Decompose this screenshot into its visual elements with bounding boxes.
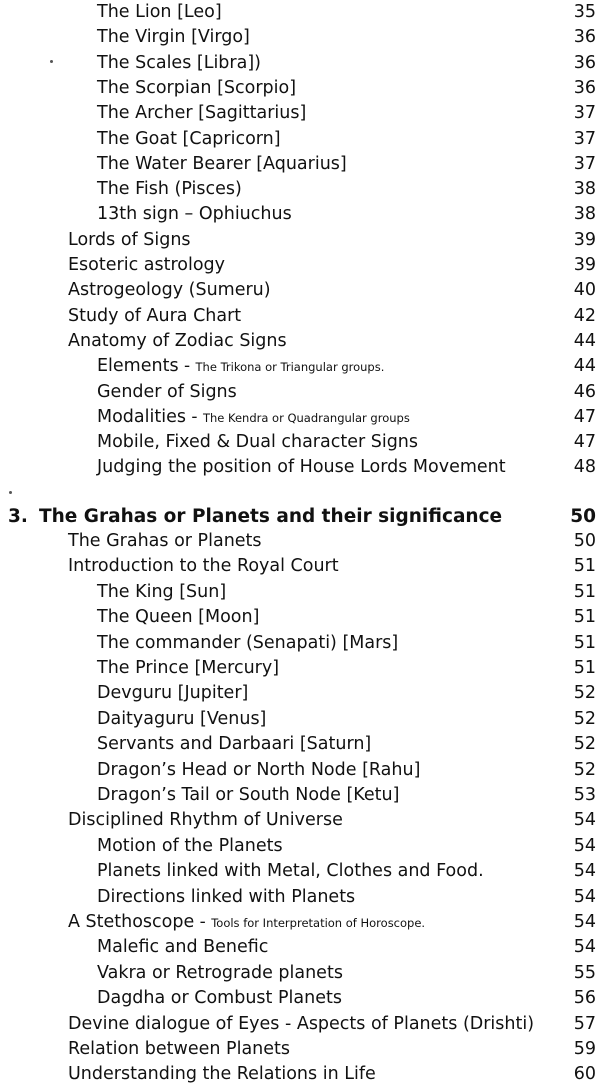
entry-title-text: Daityaguru [Venus] (97, 709, 267, 729)
toc-entry-title (97, 455, 506, 480)
entry-title-text: Mobile, Fixed & Dual character Signs (97, 432, 419, 452)
toc-entry-title (97, 935, 268, 960)
entry-title-text: 13th sign – Ophiuchus (97, 204, 292, 224)
toc-entry[interactable] (97, 380, 596, 405)
page-number: 36 (573, 27, 596, 47)
toc-entry-title (97, 380, 237, 405)
toc-entry-title (97, 405, 410, 431)
page-number: 42 (573, 306, 596, 326)
toc-entry[interactable] (68, 1062, 596, 1087)
toc-entry-title (97, 834, 283, 859)
page-number: 52 (573, 760, 596, 780)
toc-entry[interactable] (68, 329, 596, 354)
toc-entry[interactable] (68, 529, 596, 554)
speck-mark (9, 491, 12, 494)
toc-entry-title (97, 961, 343, 986)
entry-title-text: The Archer [Sagittarius] (97, 103, 307, 123)
entry-title-text: Devine dialogue of Eyes - Aspects of Planets (Drishti) (68, 1014, 535, 1034)
entry-title-text: Introduction to the Royal Court (68, 556, 339, 576)
page-number: 37 (573, 103, 596, 123)
toc-entry-title (97, 152, 347, 177)
toc-entry-title (97, 732, 371, 757)
toc-entry[interactable] (97, 455, 596, 480)
page-number: 55 (573, 963, 596, 983)
toc-entry[interactable] (97, 430, 596, 455)
toc-entry-title (68, 1062, 376, 1087)
toc-entry[interactable] (97, 405, 596, 430)
page-number: 59 (573, 1039, 596, 1059)
page-number: 47 (573, 432, 596, 452)
page-number: 51 (573, 633, 596, 653)
entry-title-text: Gender of Signs (97, 382, 237, 402)
toc-entry-title (97, 25, 250, 50)
page-number: 54 (573, 937, 596, 957)
entry-title-text: The Fish (Pisces) (97, 179, 242, 199)
toc-entry-title (97, 101, 306, 126)
toc-entry[interactable] (97, 859, 596, 884)
entry-title-text: The Goat [Capricorn] (97, 129, 281, 149)
toc-entry[interactable] (68, 910, 596, 935)
toc-entry-title (97, 859, 484, 884)
entry-title-text: The Scorpian [Scorpio] (97, 78, 297, 98)
toc-entry[interactable] (97, 961, 596, 986)
entry-title-text: The Grahas or Planets (68, 531, 262, 551)
page-number: 51 (573, 582, 596, 602)
toc-entry[interactable] (97, 25, 596, 50)
toc-entry[interactable] (97, 885, 596, 910)
toc-entry[interactable] (97, 127, 596, 152)
toc-entry[interactable] (97, 580, 596, 605)
toc-entry[interactable] (68, 808, 596, 833)
toc-entry[interactable] (97, 0, 596, 25)
entry-title-text: The commander (Senapati) [Mars] (97, 633, 399, 653)
page-number: 54 (573, 810, 596, 830)
entry-title-text: Servants and Darbaari [Saturn] (97, 734, 372, 754)
page-number: 54 (573, 912, 596, 932)
toc-entry-title (97, 580, 226, 605)
entry-title-text: Dagdha or Combust Planets (97, 988, 342, 1008)
page-number: 50 (573, 531, 596, 551)
toc-entry-title (97, 885, 355, 910)
entry-title-text: The Water Bearer [Aquarius] (97, 154, 347, 174)
entry-title-text: Dragon’s Head or North Node [Rahu] (97, 760, 421, 780)
toc-entry[interactable] (97, 101, 596, 126)
page-number: 36 (573, 78, 596, 98)
toc-entry[interactable] (97, 656, 596, 681)
entry-title-text: A Stethoscope (68, 912, 195, 932)
page-number: 44 (573, 331, 596, 351)
toc-entry-title (68, 253, 225, 278)
entry-title-text: The Queen [Moon] (97, 607, 260, 627)
entry-subtitle: The Kendra or Quadrangular groups (202, 411, 410, 425)
entry-title-text: Judging the position of House Lords Movement (97, 457, 506, 477)
entry-title-text: Malefic and Benefic (97, 937, 269, 957)
entry-title-text: Vakra or Retrograde planets (97, 963, 343, 983)
entry-title-text: Study of Aura Chart (68, 306, 242, 326)
toc-entry-title (97, 0, 222, 25)
toc-entry[interactable] (97, 681, 596, 706)
page-number: 52 (573, 709, 596, 729)
page-number: 52 (573, 734, 596, 754)
page-number: 47 (573, 407, 596, 427)
page-number: 37 (573, 154, 596, 174)
toc-entry-title (97, 354, 384, 380)
toc-entry-title (97, 76, 296, 101)
entry-title-text: Lords of Signs (68, 230, 191, 250)
page-number: 51 (573, 556, 596, 576)
chapter-title: The Grahas or Planets and their significance (39, 506, 503, 527)
page-number: 53 (573, 785, 596, 805)
toc-entry-title (68, 1037, 290, 1062)
page-number: 54 (573, 861, 596, 881)
page-number: 39 (573, 230, 596, 250)
toc-entry-title (97, 177, 242, 202)
toc-entry-title (68, 808, 343, 833)
toc-entry[interactable] (97, 177, 596, 202)
subtitle-separator: - (185, 407, 203, 427)
toc-entry[interactable] (97, 732, 596, 757)
page-number: 52 (573, 683, 596, 703)
page-number: 51 (573, 607, 596, 627)
toc-entry-title (68, 910, 425, 936)
toc-entry-title (97, 127, 281, 152)
entry-title-text: Modalities (97, 407, 186, 427)
toc-entry-title (68, 554, 339, 579)
toc-entry[interactable] (97, 707, 596, 732)
toc-entry[interactable] (97, 152, 596, 177)
entry-title-text: The Virgin [Virgo] (97, 27, 250, 47)
toc-entry[interactable] (97, 631, 596, 656)
entry-title-text: Planets linked with Metal, Clothes and Food. (97, 861, 484, 881)
page-number: 50 (570, 506, 596, 527)
page-number: 37 (573, 129, 596, 149)
page-number: 51 (573, 658, 596, 678)
toc-entry-title (97, 986, 342, 1011)
subtitle-separator: - (178, 356, 196, 376)
toc-entry[interactable] (68, 304, 596, 329)
toc-entry-title (68, 529, 262, 554)
entry-title-text: Anatomy of Zodiac Signs (68, 331, 287, 351)
toc-entry[interactable] (97, 986, 596, 1011)
toc-entry-title (97, 783, 399, 808)
toc-entry-title (97, 707, 266, 732)
entry-subtitle: The Trikona or Triangular groups. (195, 360, 385, 374)
toc-entry-title (97, 681, 248, 706)
toc-entry-title (97, 605, 259, 630)
toc-entry[interactable] (97, 758, 596, 783)
toc-entry[interactable] (97, 354, 596, 379)
page-number: 57 (573, 1014, 596, 1034)
toc-entry-title (68, 228, 191, 253)
entry-title-text: The Lion [Leo] (97, 2, 222, 22)
toc-entry-title (68, 1012, 534, 1037)
entry-title-text: The Prince [Mercury] (97, 658, 280, 678)
page-number: 44 (573, 356, 596, 376)
toc-entry[interactable] (97, 51, 596, 76)
toc-entry[interactable] (97, 935, 596, 960)
page-number: 40 (573, 280, 596, 300)
toc-entry-title (68, 304, 241, 329)
toc-entry-title (68, 278, 271, 303)
toc-entry[interactable] (68, 253, 596, 278)
entry-title-text: Esoteric astrology (68, 255, 226, 275)
chapter-number: 3. (8, 506, 28, 527)
page-number: 54 (573, 887, 596, 907)
page-number: 56 (573, 988, 596, 1008)
entry-subtitle: Tools for Interpretation of Horoscope. (211, 916, 426, 930)
page-number: 38 (573, 179, 596, 199)
entry-title-text: Relation between Planets (68, 1039, 291, 1059)
page-number: 48 (573, 457, 596, 477)
page-number: 38 (573, 204, 596, 224)
toc-entry[interactable] (68, 1012, 596, 1037)
entry-title-text: Disciplined Rhythm of Universe (68, 810, 343, 830)
page-number: 54 (573, 836, 596, 856)
toc-entry[interactable] (68, 1037, 596, 1062)
entry-title-text: Directions linked with Planets (97, 887, 356, 907)
entry-title-text: Astrogeology (Sumeru) (68, 280, 271, 300)
page-number: 35 (573, 2, 596, 22)
toc-entry-title (97, 202, 292, 227)
speck-mark (50, 60, 53, 63)
toc-entry[interactable] (68, 554, 596, 579)
toc-entry-title (97, 758, 420, 783)
toc-entry-title (68, 329, 287, 354)
page-number: 39 (573, 255, 596, 275)
toc-entry-title (97, 631, 398, 656)
toc-entry-title (97, 430, 418, 455)
entry-title-text: Dragon’s Tail or South Node [Ketu] (97, 785, 400, 805)
entry-title-text: The Scales [Libra]) (97, 53, 261, 73)
subtitle-separator: - (194, 912, 212, 932)
toc-entry[interactable] (97, 834, 596, 859)
toc-entry[interactable] (97, 783, 596, 808)
toc-entry[interactable] (97, 605, 596, 630)
toc-entry-title (97, 51, 261, 76)
page-number: 46 (573, 382, 596, 402)
toc-entry[interactable] (68, 278, 596, 303)
entry-title-text: Devguru [Jupiter] (97, 683, 249, 703)
toc-entry[interactable] (97, 76, 596, 101)
toc-entry-title (97, 656, 279, 681)
chapter-heading[interactable] (8, 504, 596, 529)
toc-entry[interactable] (68, 228, 596, 253)
page-number: 36 (573, 53, 596, 73)
toc-entry[interactable] (97, 202, 596, 227)
entry-title-text: Elements (97, 356, 179, 376)
entry-title-text: Motion of the Planets (97, 836, 283, 856)
entry-title-text: The King [Sun] (97, 582, 227, 602)
entry-title-text: Understanding the Relations in Life (68, 1064, 376, 1084)
page-number: 60 (573, 1064, 596, 1084)
